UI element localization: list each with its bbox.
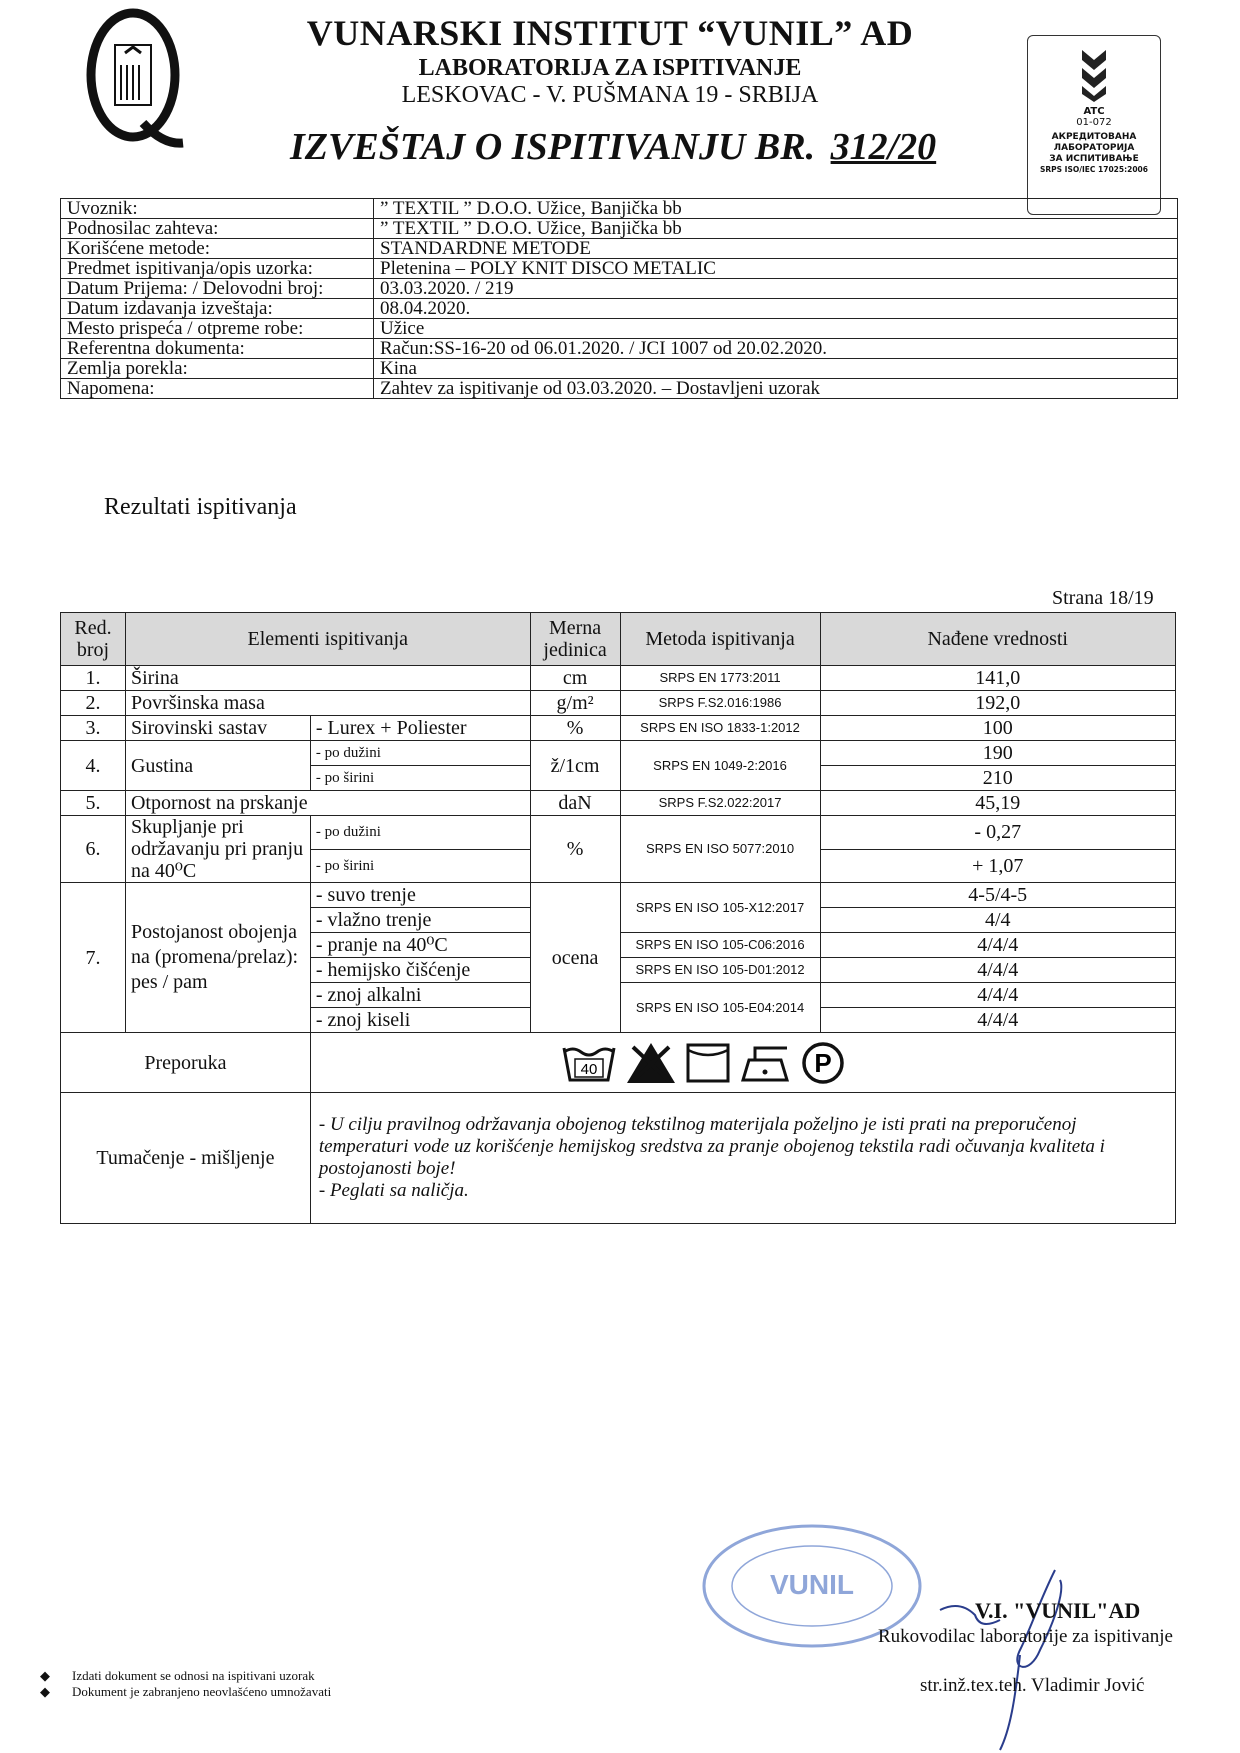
results-table	[60, 612, 1176, 1224]
table-row	[61, 691, 1176, 716]
info-label: Napomena:	[61, 379, 374, 399]
info-value: Kina	[374, 359, 1178, 379]
footnotes	[40, 1668, 331, 1700]
method: SRPS EN ISO 5077:2010	[620, 816, 820, 883]
info-row	[61, 359, 1178, 379]
signature-organization: V.I. "VUNIL"AD	[975, 1598, 1141, 1623]
info-value: Račun:SS-16-20 od 06.01.2020. / JCI 1007 od 20.02.2020.	[374, 339, 1178, 359]
row-number: 3.	[61, 716, 126, 741]
report-title-prefix: IZVEŠTAJ O ISPITIVANJU BR.	[290, 126, 816, 168]
opinion-line: - Peglati sa naličja.	[318, 1180, 469, 1201]
row-number: 5.	[61, 791, 126, 816]
info-row	[61, 239, 1178, 259]
test-element: Postojanost obojenja na (promena/prelaz): pes / pam	[125, 883, 310, 1033]
method: SRPS EN ISO 105-D01:2012	[620, 958, 820, 983]
test-sub-element: - po dužini	[310, 741, 530, 766]
method: SRPS EN ISO 105-X12:2017	[620, 883, 820, 933]
test-element: Širina	[125, 666, 530, 691]
test-sub-element: - pranje na 40⁰C	[310, 933, 530, 958]
handwritten-signature	[880, 1560, 1180, 1753]
report-info-table	[60, 198, 1178, 399]
test-sub-element: - po širini	[310, 766, 530, 791]
method: SRPS EN 1773:2011	[620, 666, 820, 691]
test-element: Gustina	[125, 741, 310, 791]
col-header-no: Red. broj	[61, 613, 126, 666]
atc-number: 01-072	[1076, 117, 1112, 128]
wash-40-icon	[561, 1042, 617, 1084]
atc-mark: ATC	[1083, 106, 1105, 117]
unit: %	[530, 716, 620, 741]
info-row	[61, 279, 1178, 299]
method: SRPS F.S2.022:2017	[620, 791, 820, 816]
found-value: 210	[820, 766, 1176, 791]
dry-clean-p-icon	[801, 1041, 845, 1085]
col-header-element: Elementi ispitivanja	[125, 613, 530, 666]
test-sub-element: - vlažno trenje	[310, 908, 530, 933]
laboratory-name: LABORATORIJA ZA ISPITIVANJE	[418, 55, 802, 81]
table-row	[61, 816, 1176, 850]
test-sub-element: - suvo trenje	[310, 883, 530, 908]
info-row	[61, 319, 1178, 339]
test-sub-element: - znoj alkalni	[310, 983, 530, 1008]
bullet-icon: ◆	[40, 1684, 50, 1699]
row-number: 4.	[61, 741, 126, 791]
info-label: Datum Prijema: / Delovodni broj:	[61, 279, 374, 299]
page-number: Strana 18/19	[1052, 587, 1154, 609]
test-sub-element: - po širini	[310, 849, 530, 883]
info-label: Referentna dokumenta:	[61, 339, 374, 359]
info-label: Mesto prispeća / otpreme robe:	[61, 319, 374, 339]
info-row	[61, 299, 1178, 319]
table-row	[61, 741, 1176, 766]
info-value: 08.04.2020.	[374, 299, 1178, 319]
footnote: Izdati dokument se odnosi na ispitivani uzorak	[72, 1668, 315, 1683]
table-row	[61, 716, 1176, 741]
found-value: 190	[820, 741, 1176, 766]
test-sub-element: - znoj kiseli	[310, 1008, 530, 1033]
info-label: Uvoznik:	[61, 199, 374, 219]
col-header-found: Nađene vrednosti	[820, 613, 1176, 666]
found-value: 141,0	[820, 666, 1176, 691]
footnote: Dokument je zabranjeno neovlašćeno umnožavati	[72, 1684, 332, 1699]
signature-role: Rukovodilac laboratorije za ispitivanje	[878, 1626, 1173, 1647]
test-element: Sirovinski sastav	[125, 716, 310, 741]
institute-name: VUNARSKI INSTITUT “VUNIL” AD	[306, 13, 914, 53]
test-sub-element: - po dužini	[310, 816, 530, 850]
col-header-unit: Merna jedinica	[530, 613, 620, 666]
report-number: 312/20	[830, 126, 937, 168]
institute-address: LESKOVAC - V. PUŠMANA 19 - SRBIJA	[401, 82, 819, 108]
col-header-method: Metoda ispitivanja	[620, 613, 820, 666]
row-number: 1.	[61, 666, 126, 691]
table-row	[61, 791, 1176, 816]
test-sub-element: - hemijsko čišćenje	[310, 958, 530, 983]
signature-name: str.inž.tex.teh. Vladimir Jović	[920, 1675, 1145, 1696]
found-value: 4/4/4	[820, 983, 1176, 1008]
results-header-row	[61, 613, 1176, 666]
method: SRPS EN ISO 1833-1:2012	[620, 716, 820, 741]
unit: daN	[530, 791, 620, 816]
row-number: 7.	[61, 883, 126, 1033]
recommendation-label: Preporuka	[61, 1033, 311, 1093]
found-value: 4-5/4-5	[820, 883, 1176, 908]
atc-text-line: ЛАБОРАТОРИЈА	[1053, 143, 1135, 153]
info-row	[61, 379, 1178, 399]
found-value: 4/4/4	[820, 958, 1176, 983]
opinion-text	[310, 1093, 1175, 1224]
found-value: 4/4/4	[820, 1008, 1176, 1033]
opinion-label: Tumačenje - mišljenje	[61, 1093, 311, 1224]
atc-text	[1028, 132, 1160, 165]
atc-text-line: ЗА ИСПИТИВАЊЕ	[1049, 154, 1139, 164]
info-label: Podnosilac zahteva:	[61, 219, 374, 239]
iron-icon	[739, 1042, 793, 1084]
found-value: 45,19	[820, 791, 1176, 816]
info-value: 03.03.2020. / 219	[374, 279, 1178, 299]
info-value: Zahtev za ispitivanje od 03.03.2020. – Dostavljeni uzorak	[374, 379, 1178, 399]
info-label: Predmet ispitivanja/opis uzorka:	[61, 259, 374, 279]
table-row	[61, 666, 1176, 691]
wash-temperature: 40	[580, 1060, 598, 1078]
method: SRPS EN ISO 105-C06:2016	[620, 933, 820, 958]
opinion-row	[61, 1093, 1176, 1224]
found-value: 192,0	[820, 691, 1176, 716]
method: SRPS F.S2.016:1986	[620, 691, 820, 716]
info-row	[61, 199, 1178, 219]
info-row	[61, 339, 1178, 359]
info-value: Užice	[374, 319, 1178, 339]
vunil-logo	[85, 5, 185, 155]
recommendation-row	[61, 1033, 1176, 1093]
method: SRPS EN ISO 105-E04:2014	[620, 983, 820, 1033]
info-value: STANDARDNE METODE	[374, 239, 1178, 259]
results-title: Rezultati ispitivanja	[104, 494, 297, 520]
info-value: Pletenina – POLY KNIT DISCO METALIC	[374, 259, 1178, 279]
svg-text:VUNIL: VUNIL	[770, 1569, 854, 1600]
test-sub-element: - Lurex + Poliester	[310, 716, 530, 741]
accreditation-badge	[1027, 35, 1161, 215]
row-number: 6.	[61, 816, 126, 883]
info-row	[61, 219, 1178, 239]
test-element: Površinska masa	[125, 691, 530, 716]
unit: g/m²	[530, 691, 620, 716]
report-title	[290, 125, 937, 169]
unit: cm	[530, 666, 620, 691]
found-value: 100	[820, 716, 1176, 741]
svg-text:P: P	[814, 1047, 832, 1078]
line-dry-icon	[685, 1042, 731, 1084]
found-value: - 0,27	[820, 816, 1176, 850]
info-label: Zemlja porekla:	[61, 359, 374, 379]
test-element: Skupljanje pri održavanju pri pranju na 40⁰C	[125, 816, 310, 883]
info-row	[61, 259, 1178, 279]
atc-text-line: АКРЕДИТОВАНА	[1051, 132, 1137, 142]
test-element: Otpornost na prskanje	[125, 791, 530, 816]
table-row	[61, 883, 1176, 908]
unit: %	[530, 816, 620, 883]
info-label: Datum izdavanja izveštaja:	[61, 299, 374, 319]
info-label: Korišćene metode:	[61, 239, 374, 259]
info-value: ” TEXTIL ” D.O.O. Užice, Banjička bb	[374, 219, 1178, 239]
opinion-line: - U cilju pravilnog održavanja obojenog tekstilnog materijala poželjno je isti prati na preporučenoj temperaturi vode uz korišćenje hemijskog sredstva za pranje obojenog tekstila radi očuvanja kvaliteta i postojanosti boje!	[318, 1114, 1105, 1179]
method: SRPS EN 1049-2:2016	[620, 741, 820, 791]
row-number: 2.	[61, 691, 126, 716]
info-value: ” TEXTIL ” D.O.O. Užice, Banjička bb	[374, 199, 1178, 219]
found-value: + 1,07	[820, 849, 1176, 883]
unit: ocena	[530, 883, 620, 1033]
care-symbols	[310, 1033, 1175, 1093]
atc-chevron-icon	[1074, 48, 1114, 103]
bullet-icon: ◆	[40, 1668, 50, 1683]
atc-standard: SRPS ISO/IEC 17025:2006	[1040, 165, 1148, 174]
no-bleach-icon	[625, 1041, 677, 1085]
unit: ž/1cm	[530, 741, 620, 791]
found-value: 4/4	[820, 908, 1176, 933]
found-value: 4/4/4	[820, 933, 1176, 958]
